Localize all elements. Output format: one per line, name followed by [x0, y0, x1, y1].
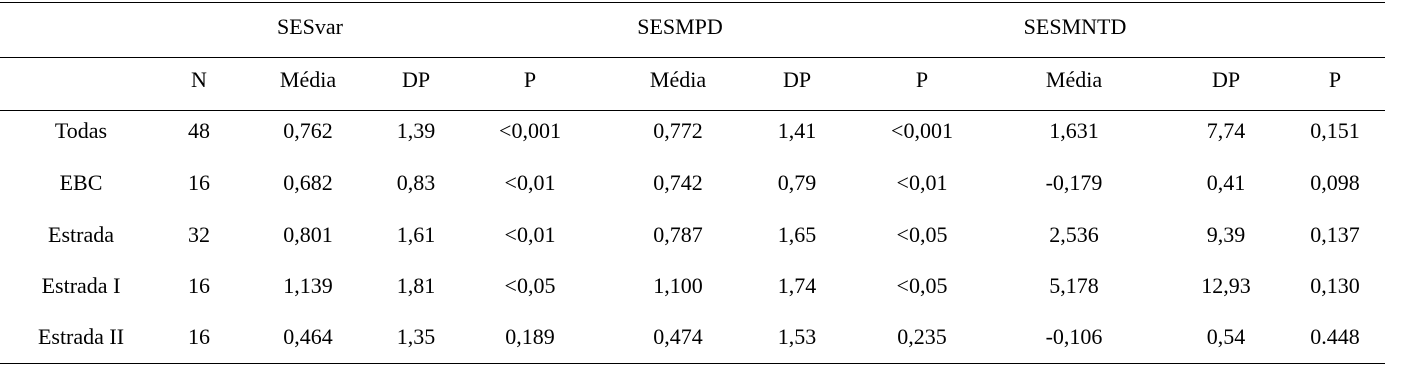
- table-cell: 0,79: [777, 170, 817, 195]
- table-cell: 1,139: [283, 273, 333, 298]
- table-cell: -0,179: [1045, 170, 1103, 195]
- table-cell: 16: [188, 324, 210, 349]
- table-cell: 1,65: [777, 222, 817, 247]
- table-cell: <0,01: [504, 170, 556, 195]
- row-label: Estrada: [48, 222, 114, 247]
- table-cell: <0,001: [891, 118, 953, 143]
- row-label: Estrada II: [37, 324, 125, 349]
- table-cell: 0,130: [1310, 273, 1360, 298]
- table-cell: 0,742: [653, 170, 703, 195]
- table-cell: 0,83: [396, 170, 436, 195]
- table-cell: 0,464: [283, 324, 333, 349]
- table-cell: 0,772: [653, 118, 703, 143]
- table-cell: 12,93: [1201, 273, 1251, 298]
- column-header: Média: [649, 67, 707, 92]
- row-label: Estrada I: [41, 273, 121, 298]
- column-header-rule: [0, 110, 1385, 111]
- table-cell: 0,235: [897, 324, 947, 349]
- table-cell: 7,74: [1206, 118, 1246, 143]
- top-rule: [0, 2, 1385, 3]
- table-cell: 0,787: [653, 222, 703, 247]
- table-cell: <0,001: [499, 118, 561, 143]
- table-cell: 1,631: [1049, 118, 1099, 143]
- table-cell: -0,106: [1045, 324, 1103, 349]
- table-cell: 1,74: [777, 273, 817, 298]
- table-cell: 16: [188, 273, 210, 298]
- table-cell: 0,474: [653, 324, 703, 349]
- table-cell: <0,05: [504, 273, 556, 298]
- column-header: P: [523, 67, 537, 92]
- table-cell: 0,137: [1310, 222, 1360, 247]
- column-header: P: [915, 67, 929, 92]
- table-cell: 16: [188, 170, 210, 195]
- group-header-rule: [0, 57, 1385, 58]
- table-cell: 0,189: [505, 324, 555, 349]
- table-cell: 0,151: [1310, 118, 1360, 143]
- group-header-sesmpd: SESMPD: [637, 14, 723, 39]
- table-cell: 0,801: [283, 222, 333, 247]
- table-cell: 0,098: [1310, 170, 1360, 195]
- table-cell: 1,53: [777, 324, 817, 349]
- table-cell: 0,762: [283, 118, 333, 143]
- group-header-sesmntd: SESMNTD: [1023, 14, 1127, 39]
- table-cell: 2,536: [1049, 222, 1099, 247]
- column-header: Média: [1045, 67, 1103, 92]
- table-cell: 0,682: [283, 170, 333, 195]
- group-header-sesvar: SESvar: [277, 14, 343, 39]
- table-cell: 5,178: [1049, 273, 1099, 298]
- row-label: EBC: [59, 170, 103, 195]
- table-cell: 32: [188, 222, 210, 247]
- column-header: Média: [279, 67, 337, 92]
- table-cell: <0,01: [504, 222, 556, 247]
- row-label: Todas: [54, 118, 108, 143]
- table-cell: 1,61: [396, 222, 436, 247]
- table-cell: 0.448: [1310, 324, 1360, 349]
- table-cell: <0,05: [896, 273, 948, 298]
- table-cell: <0,05: [896, 222, 948, 247]
- column-header: DP: [1211, 67, 1241, 92]
- column-header: DP: [401, 67, 431, 92]
- column-header: P: [1328, 67, 1342, 92]
- bottom-rule: [0, 363, 1385, 364]
- column-header: N: [191, 67, 207, 92]
- table-cell: 9,39: [1206, 222, 1246, 247]
- table-cell: 1,41: [777, 118, 817, 143]
- table-cell: 1,35: [396, 324, 436, 349]
- table-cell: 1,81: [396, 273, 436, 298]
- table-cell: 1,100: [653, 273, 703, 298]
- table-cell: 0,41: [1206, 170, 1246, 195]
- table-cell: 1,39: [396, 118, 436, 143]
- column-header: DP: [782, 67, 812, 92]
- table-cell: <0,01: [896, 170, 948, 195]
- table-cell: 0,54: [1206, 324, 1246, 349]
- table-cell: 48: [188, 118, 210, 143]
